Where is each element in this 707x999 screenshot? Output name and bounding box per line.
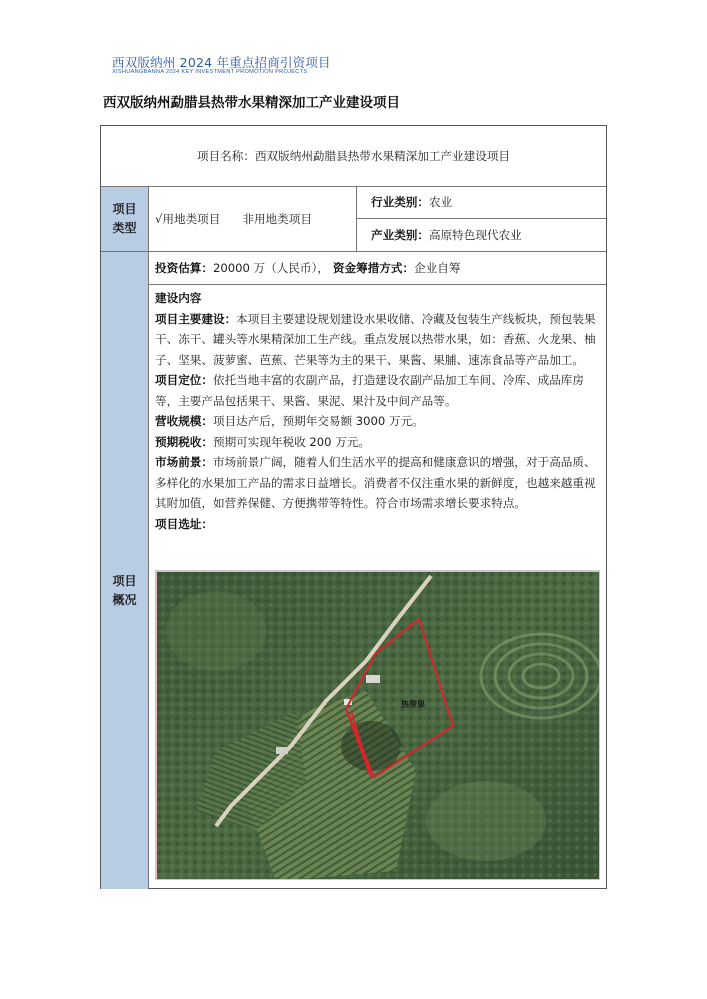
market-outlook: 市场前景：市场前景广阔，随着人们生活水平的提高和健康意识的增强，对于高品质、多样化的水果加工产品的需求日益增长。消费者不仅注重水果的新鲜度，也越来越重视其附加值，如营养保健、方便携带等特性。符合市场需求增长要求特点。 bbox=[155, 455, 596, 510]
project-name: 项目名称：西双版纳州勐腊县热带水果精深加工产业建设项目 bbox=[196, 148, 511, 163]
project-overview-label: 项目 概况 bbox=[101, 251, 148, 889]
sector-category-cell bbox=[356, 218, 606, 251]
project-type-label: 项目 类型 bbox=[101, 186, 148, 251]
funding-label: 资金筹措方式： bbox=[332, 260, 415, 275]
industry-category-cell bbox=[356, 186, 606, 218]
sector-value: 高原特色现代农业 bbox=[428, 227, 522, 242]
industry-label: 行业类别： bbox=[371, 195, 429, 210]
industry-value: 农业 bbox=[428, 195, 453, 210]
content-heading: 建设内容 bbox=[155, 291, 202, 305]
project-name-cell bbox=[101, 126, 606, 186]
building bbox=[366, 675, 380, 683]
document-title: 西双版纳州勐腊县热带水果精深加工产业建设项目 bbox=[103, 95, 400, 111]
site-map-label: 热带果 bbox=[401, 700, 425, 709]
land-use-option: √用地类项目 bbox=[155, 211, 221, 226]
funding-value: 企业自筹 bbox=[414, 260, 461, 275]
site-satellite-map bbox=[155, 570, 600, 880]
site-label: 项目选址： bbox=[155, 516, 213, 531]
project-positioning: 项目定位：依托当地丰富的农副产品，打造建设农副产品加工车间、冷库、成品库房等，主要产品包括果干、果酱、果泥、果汁及中间产品等。 bbox=[155, 373, 584, 408]
non-land-use-option: 非用地类项目 bbox=[242, 211, 312, 226]
header-title-en: XISHUANGBANNA 2024 KEY INVESTMENT PROMOTION PROJECTS bbox=[112, 69, 308, 75]
main-construction: 项目主要建设：本项目主要建设规划建设水果收储、冷藏及包装生产线板块，预包装果干、冻干、罐头等水果精深加工生产线。重点发展以热带水果，如：香蕉、火龙果、柚子、坚果、菠萝蜜、芭蕉、芒果等为主的果干、果酱、果脯、速冻食品等产品加工。 bbox=[155, 311, 596, 367]
investment-value: 20000 万（人民币）， bbox=[212, 260, 329, 275]
investment-cell bbox=[148, 251, 606, 284]
revenue-scale: 营收规模：项目达产后，预期年交易额 3000 万元。 bbox=[155, 414, 424, 428]
investment-label: 投资估算： bbox=[155, 260, 213, 275]
sector-label: 产业类别： bbox=[371, 227, 429, 242]
header-title-cn: 西双版纳州 2024 年重点招商引资项目 bbox=[112, 55, 331, 70]
expected-tax: 预期税收：预期可实现年税收 200 万元。 bbox=[155, 434, 371, 449]
land-use-cell bbox=[148, 186, 356, 251]
